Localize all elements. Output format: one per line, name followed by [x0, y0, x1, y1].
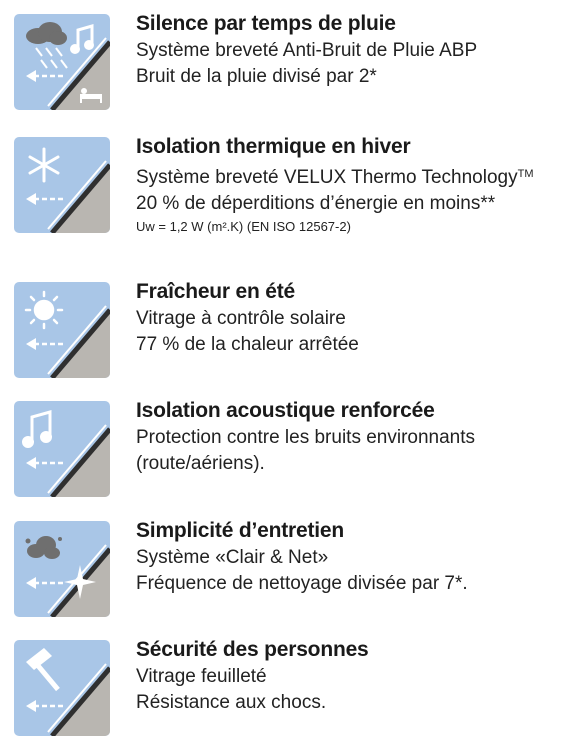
feature-text — [136, 133, 534, 237]
feature-text — [136, 636, 369, 716]
feature-text — [136, 397, 475, 477]
feature-title: Isolation thermique en hiver — [136, 135, 411, 158]
feature-line: Vitrage à contrôle solaire — [136, 308, 346, 329]
feature-title: Isolation acoustique renforcée — [136, 399, 435, 422]
feature-line: Système breveté Anti-Bruit de Pluie ABP — [136, 40, 478, 61]
feature-line: Résistance aux chocs. — [136, 692, 327, 713]
summer-freshness-icon — [14, 282, 110, 378]
personal-safety-icon — [14, 640, 110, 736]
feature-line: Protection contre les bruits environnants — [136, 427, 476, 448]
acoustic-insulation-icon — [14, 401, 110, 497]
feature-title: Simplicité d’entretien — [136, 519, 344, 542]
feature-acoustic-insulation — [0, 401, 587, 501]
feature-footnote: Uw = 1,2 W (m².K) (EN ISO 12567-2) — [136, 219, 351, 234]
feature-line-with-trademark — [136, 161, 534, 191]
feature-line: Système breveté VELUX Thermo Technology — [136, 167, 518, 188]
feature-title: Fraîcheur en été — [136, 280, 296, 303]
feature-title: Sécurité des personnes — [136, 638, 369, 661]
feature-line: Système «Clair & Net» — [136, 547, 329, 568]
feature-line: 77 % de la chaleur arrêtée — [136, 334, 359, 355]
winter-insulation-icon — [14, 137, 110, 233]
feature-line: Fréquence de nettoyage divisée par 7*. — [136, 573, 468, 594]
feature-rain-silence — [0, 14, 587, 114]
rain-silence-icon — [14, 14, 110, 110]
feature-line: Bruit de la pluie divisé par 2* — [136, 66, 377, 87]
feature-personal-safety — [0, 640, 587, 740]
feature-line: (route/aériens). — [136, 453, 265, 474]
feature-text — [136, 10, 477, 90]
feature-title: Silence par temps de pluie — [136, 12, 396, 35]
feature-winter-insulation — [0, 137, 587, 237]
feature-text — [136, 517, 468, 597]
feature-easy-maintenance — [0, 521, 587, 621]
feature-summer-freshness — [0, 282, 587, 382]
easy-maintenance-icon — [14, 521, 110, 617]
feature-line: 20 % de déperditions d’énergie en moins** — [136, 193, 496, 214]
feature-text — [136, 278, 359, 358]
feature-line: Vitrage feuilleté — [136, 666, 267, 687]
trademark: TM — [517, 168, 534, 180]
